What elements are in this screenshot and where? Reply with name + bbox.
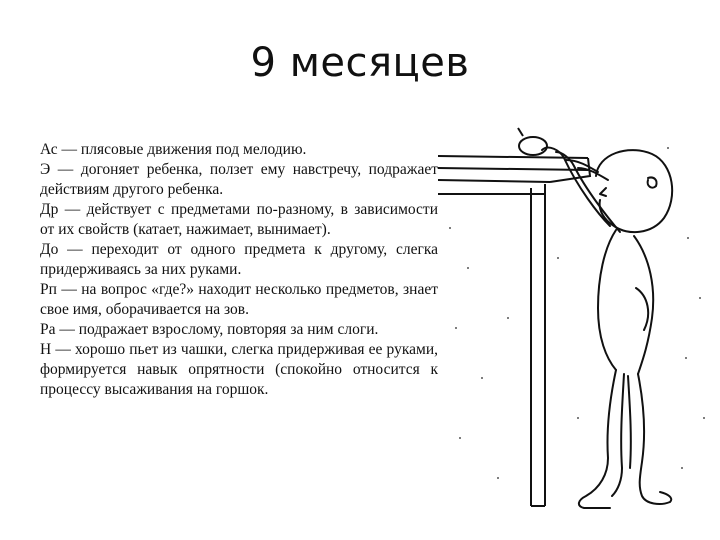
paragraph-e: Э — догоняет ребенка, ползет ему навстречу, подражает действиям другого ребенка. (40, 161, 438, 198)
paragraph-as: Ас — плясовые движения под мелодию. (40, 141, 307, 158)
child-standing-illustration (438, 118, 720, 518)
toy-icon (518, 128, 547, 155)
paragraph-rp: Рп — на вопрос «где?» находит несколько предметов, знает свое имя, оборачивается на зов. (40, 281, 438, 318)
table-icon (438, 156, 590, 506)
child-figure-icon (542, 148, 672, 508)
floor-speckle-decoration (449, 147, 705, 479)
paragraph-dr: Др — действует с предметами по-разному, в зависимости от их свойств (катает, нажимает, вынимает). (40, 201, 438, 238)
milestones-text (40, 140, 438, 400)
slide-title: 9 месяцев (250, 40, 470, 86)
paragraph-ra: Ра — подражает взрослому, повторяя за ним слоги. (40, 321, 379, 338)
paragraph-do: До — переходит от одного предмета к другому, слегка придерживаясь за них руками. (40, 241, 438, 278)
child-at-table-drawing (438, 118, 720, 518)
paragraph-n: Н — хорошо пьет из чашки, слегка придерживая ее руками, формируется навык опрятности (спокойно относится к процессу высаживания на горшок. (40, 341, 438, 398)
